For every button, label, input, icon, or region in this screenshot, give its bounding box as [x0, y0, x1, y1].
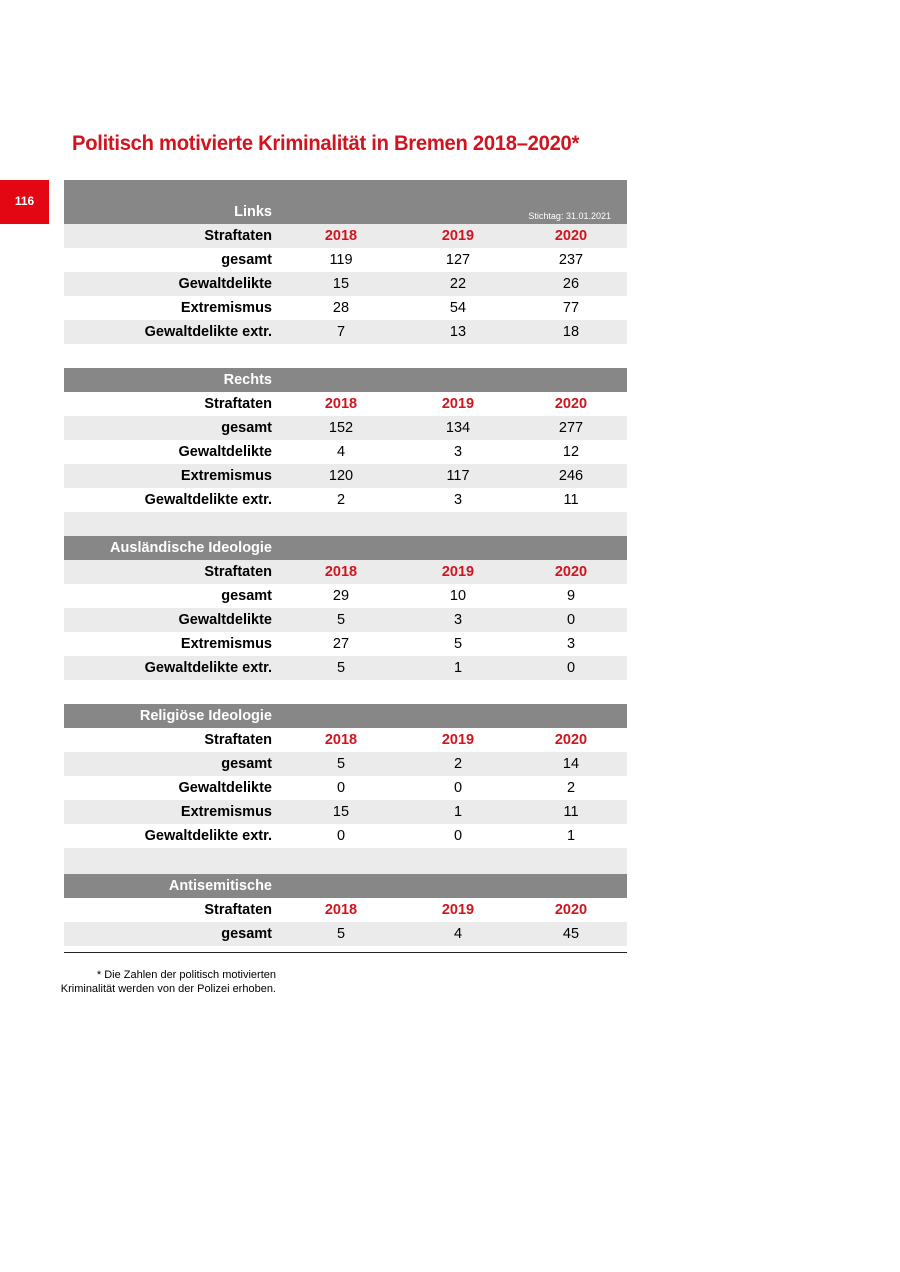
section-header-links	[64, 180, 627, 224]
cell-value: 152	[328, 420, 354, 436]
cell-value: 18	[562, 324, 580, 340]
row-label: Straftaten	[204, 732, 272, 748]
crime-statistics-table	[64, 180, 627, 953]
cell-value: 237	[558, 252, 584, 268]
year-2018: 2018	[324, 396, 358, 412]
table-row-gesamt	[64, 248, 627, 272]
cell-value: 2	[453, 756, 463, 772]
row-label: gesamt	[221, 252, 272, 268]
cell-value: 9	[566, 588, 576, 604]
cell-value: 0	[336, 780, 346, 796]
footnote: * Die Zahlen der politisch motivierten Kriminalität werden von der Polizei erhoben.	[60, 969, 276, 995]
cell-value: 134	[445, 420, 471, 436]
cell-value: 0	[336, 828, 346, 844]
cell-value: 26	[562, 276, 580, 292]
cell-value: 4	[336, 444, 346, 460]
row-label: gesamt	[221, 588, 272, 604]
section-title: Links	[234, 204, 272, 220]
cell-value: 2	[566, 780, 576, 796]
cell-value: 22	[449, 276, 467, 292]
cell-value: 2	[336, 492, 346, 508]
year-2020: 2020	[554, 396, 588, 412]
table-row-gewaltdelikte-extr	[64, 824, 627, 848]
table-row-gewaltdelikte-extr	[64, 488, 627, 512]
cell-value: 10	[449, 588, 467, 604]
cell-value: 14	[562, 756, 580, 772]
year-2019: 2019	[441, 902, 475, 918]
cell-value: 0	[453, 828, 463, 844]
section-header-rechts	[64, 368, 627, 392]
year-2018: 2018	[324, 902, 358, 918]
year-2020: 2020	[554, 732, 588, 748]
table-row-gesamt	[64, 752, 627, 776]
cell-value: 3	[453, 492, 463, 508]
cell-value: 0	[566, 660, 576, 676]
cell-value: 1	[566, 828, 576, 844]
row-label: Straftaten	[204, 564, 272, 580]
cell-value: 0	[566, 612, 576, 628]
page-title: Politisch motivierte Kriminalität in Bremen 2018–2020*	[72, 131, 580, 155]
section-title: Religiöse Ideologie	[139, 708, 272, 724]
cell-value: 54	[449, 300, 467, 316]
section-header-auslaendische-ideologie	[64, 536, 627, 560]
cell-value: 11	[563, 804, 579, 820]
table-row-gesamt	[64, 584, 627, 608]
year-2020: 2020	[554, 902, 588, 918]
table-row-gewaltdelikte-extr	[64, 656, 627, 680]
cell-value: 5	[336, 660, 346, 676]
table-row-gewaltdelikte-extr	[64, 320, 627, 344]
table-row-years	[64, 898, 627, 922]
cell-value: 13	[449, 324, 467, 340]
table-row-years	[64, 224, 627, 248]
section-spacer	[64, 512, 627, 536]
year-2018: 2018	[324, 228, 358, 244]
stichtag-note: Stichtag: 31.01.2021	[528, 211, 611, 221]
section-header-antisemitische	[64, 874, 627, 898]
section-title: Ausländische Ideologie	[110, 540, 272, 556]
cell-value: 3	[566, 636, 576, 652]
row-label: Gewaltdelikte	[178, 780, 272, 796]
table-row-gewaltdelikte	[64, 440, 627, 464]
year-2020: 2020	[554, 564, 588, 580]
cell-value: 119	[329, 252, 353, 268]
row-label: gesamt	[221, 420, 272, 436]
table-row-years	[64, 728, 627, 752]
table-row-gewaltdelikte	[64, 608, 627, 632]
row-label: Gewaltdelikte	[178, 444, 272, 460]
row-label: Gewaltdelikte extr.	[144, 828, 272, 844]
cell-value: 3	[453, 444, 463, 460]
table-row-gesamt	[64, 922, 627, 946]
table-row-gesamt	[64, 416, 627, 440]
section-header-religioese-ideologie	[64, 704, 627, 728]
cell-value: 12	[562, 444, 580, 460]
table-row-gewaltdelikte	[64, 272, 627, 296]
row-label: Extremismus	[180, 636, 272, 652]
table-row-extremismus	[64, 632, 627, 656]
table-end-rule	[64, 952, 627, 953]
row-label: Gewaltdelikte extr.	[144, 492, 272, 508]
section-spacer	[64, 848, 627, 874]
cell-value: 45	[562, 926, 580, 942]
cell-value: 27	[332, 636, 350, 652]
cell-value: 5	[336, 612, 346, 628]
row-label: gesamt	[221, 926, 272, 942]
year-2019: 2019	[441, 732, 475, 748]
cell-value: 28	[332, 300, 350, 316]
row-label: Straftaten	[204, 228, 272, 244]
cell-value: 246	[558, 468, 584, 484]
cell-value: 29	[332, 588, 350, 604]
cell-value: 4	[453, 926, 463, 942]
cell-value: 7	[336, 324, 346, 340]
cell-value: 117	[446, 468, 470, 484]
table-row-years	[64, 392, 627, 416]
cell-value: 0	[453, 780, 463, 796]
page-number: 116	[0, 180, 49, 224]
row-label: Gewaltdelikte extr.	[144, 660, 272, 676]
section-spacer	[64, 344, 627, 368]
cell-value: 1	[453, 660, 463, 676]
cell-value: 5	[336, 926, 346, 942]
row-label: Gewaltdelikte extr.	[144, 324, 272, 340]
cell-value: 11	[563, 492, 579, 508]
cell-value: 5	[453, 636, 463, 652]
section-spacer	[64, 680, 627, 704]
table-row-extremismus	[64, 464, 627, 488]
cell-value: 15	[332, 804, 350, 820]
cell-value: 15	[332, 276, 350, 292]
table-row-years	[64, 560, 627, 584]
row-label: Extremismus	[180, 804, 272, 820]
table-row-extremismus	[64, 296, 627, 320]
cell-value: 3	[453, 612, 463, 628]
table-row-extremismus	[64, 800, 627, 824]
row-label: Extremismus	[180, 300, 272, 316]
table-row-gewaltdelikte	[64, 776, 627, 800]
cell-value: 1	[453, 804, 463, 820]
cell-value: 77	[562, 300, 580, 316]
year-2019: 2019	[441, 228, 475, 244]
row-label: Gewaltdelikte	[178, 612, 272, 628]
cell-value: 120	[328, 468, 354, 484]
year-2019: 2019	[441, 396, 475, 412]
year-2019: 2019	[441, 564, 475, 580]
cell-value: 5	[336, 756, 346, 772]
row-label: Gewaltdelikte	[178, 276, 272, 292]
section-title: Antisemitische	[168, 878, 272, 894]
row-label: Straftaten	[204, 902, 272, 918]
section-title: Rechts	[223, 372, 272, 388]
row-label: gesamt	[221, 756, 272, 772]
cell-value: 127	[445, 252, 471, 268]
year-2020: 2020	[554, 228, 588, 244]
cell-value: 277	[558, 420, 584, 436]
row-label: Straftaten	[204, 396, 272, 412]
row-label: Extremismus	[180, 468, 272, 484]
year-2018: 2018	[324, 732, 358, 748]
year-2018: 2018	[324, 564, 358, 580]
